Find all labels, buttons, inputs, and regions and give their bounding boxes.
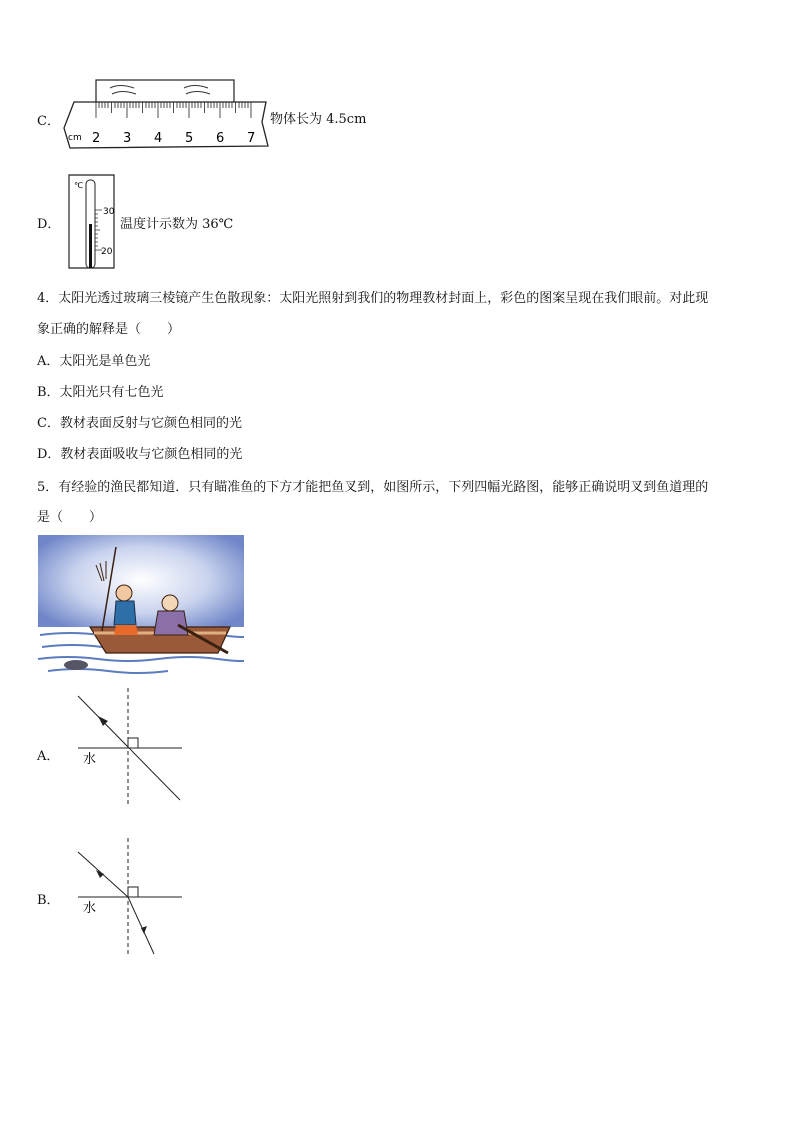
thermometer-liquid xyxy=(89,224,92,268)
option-d-caption: 温度计示数为 36℃ xyxy=(120,217,234,232)
water-label: 水 xyxy=(83,901,97,916)
sky-background xyxy=(38,535,244,635)
q4-stem-line2: 象正确的解释是（ ） xyxy=(37,322,181,337)
q4-stem-line1: 4．太阳光透过玻璃三棱镜产生色散现象：太阳光照射到我们的物理教材封面上，彩色的图案呈现在我们眼前。对此现 xyxy=(37,291,709,306)
ruler-tick-label: 2 xyxy=(92,131,101,146)
q4-option-a: A．太阳光是单色光 xyxy=(37,354,151,369)
q4-option-c: C．教材表面反射与它颜色相同的光 xyxy=(37,416,242,431)
ruler-unit: cm xyxy=(68,133,82,143)
thermometer-unit: ℃ xyxy=(74,181,83,190)
boy-head xyxy=(116,585,132,601)
ruler-tick-label: 4 xyxy=(154,131,163,146)
thermometer-figure xyxy=(66,172,118,272)
ray-diagram-a xyxy=(76,688,188,806)
fish xyxy=(64,660,88,670)
q5-option-a-label: A． xyxy=(37,749,60,764)
boy-shirt xyxy=(114,601,136,625)
ruler-tick-label: 5 xyxy=(185,131,194,146)
q5-option-b-label: B． xyxy=(37,893,60,908)
ruler-tick-label: 6 xyxy=(216,131,225,146)
right-angle-mark xyxy=(128,887,138,897)
right-angle-mark xyxy=(128,738,138,748)
q5-stem-line2: 是（ ） xyxy=(37,510,103,525)
ruler-tick-label: 3 xyxy=(123,131,132,146)
option-c-caption: 物体长为 4.5cm xyxy=(270,112,367,127)
thermometer-tick-label: 30 xyxy=(103,207,115,217)
q4-option-d: D．教材表面吸收与它颜色相同的光 xyxy=(37,447,243,462)
fishing-illustration xyxy=(38,535,244,679)
man-head xyxy=(162,595,178,611)
option-c-label: C． xyxy=(37,114,60,129)
man-shirt xyxy=(154,611,188,635)
ruler-tick-label: 7 xyxy=(247,131,256,146)
option-d-label: D． xyxy=(37,217,61,232)
ruler-figure xyxy=(62,78,272,150)
ray-diagram-b xyxy=(76,838,188,956)
water-label: 水 xyxy=(83,752,97,767)
q4-option-b: B．太阳光只有七色光 xyxy=(37,385,164,400)
refracted-ray xyxy=(128,897,154,954)
q5-stem-line1: 5．有经验的渔民都知道．只有瞄准鱼的下方才能把鱼叉到，如图所示，下列四幅光路图，能够正确说明叉到鱼道理的 xyxy=(37,480,709,495)
boy-shorts xyxy=(114,625,138,635)
thermometer-tick-label: 20 xyxy=(101,247,113,257)
